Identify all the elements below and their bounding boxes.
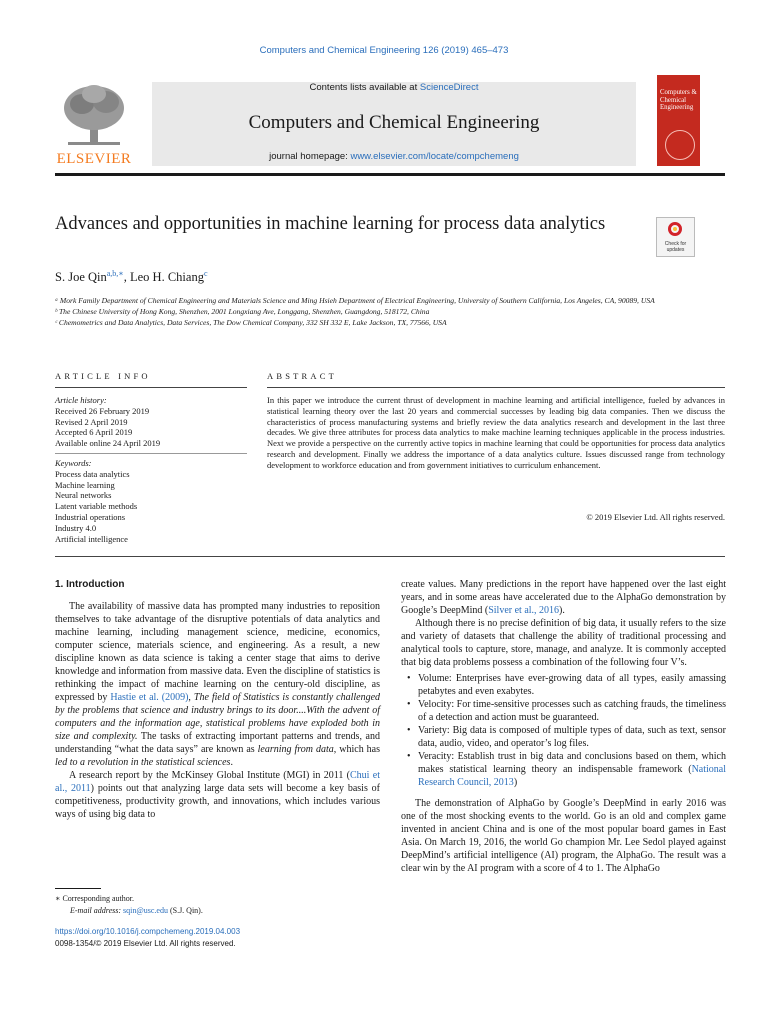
tree-icon — [54, 82, 134, 152]
bullet-icon: • — [407, 673, 411, 684]
cover-graphic — [665, 130, 695, 160]
email-label: E-mail address: — [70, 905, 124, 915]
keyword: Machine learning — [55, 479, 115, 490]
corresponding-mark: ∗ — [55, 894, 61, 903]
paragraph: The demonstration of AlphaGo by Google’s DeepMind in early 2016 was one of the most shocking events to the world. Go is an old and complex game invented in ancient China and is one of the most popular board games in East Asia. On March 19, 2016, the world Go champion Mr. Lee Sedol played against DeepMind’s artificial intelligence (AI) program, the AlphaGo. The result was a clear win by the AI program with a score of 4 to 1. The AlphaGo — [401, 798, 726, 874]
paragraph: create values. Many predictions in the report have happened over the last eight years, and in some areas have accelerated due to the AlphaGo demonstration by Google’s DeepMind (Silver et al., 2016). — [401, 579, 726, 616]
corresponding-label: Corresponding author. — [62, 894, 134, 903]
article-title: Advances and opportunities in machine learning for process data analytics — [55, 214, 606, 234]
body-left-column — [55, 578, 380, 821]
issn-copyright: 0098-1354/© 2019 Elsevier Ltd. All rights reserved. — [55, 938, 236, 948]
citation-link[interactable]: Silver et al., 2016 — [488, 605, 560, 616]
contents-line — [152, 82, 636, 93]
bullet-icon: • — [407, 751, 411, 762]
homepage-link[interactable]: www.elsevier.com/locate/compchemeng — [350, 151, 519, 162]
publisher-wordmark: ELSEVIER — [56, 151, 132, 167]
history-label: Article history: — [55, 395, 107, 405]
section-heading: 1. Introduction — [55, 579, 125, 590]
footnote-rule — [55, 888, 101, 889]
keyword: Latent variable methods — [55, 501, 138, 512]
journal-name: Computers and Chemical Engineering — [248, 112, 540, 133]
author-list — [55, 269, 208, 285]
keyword: Industrial operations — [55, 511, 126, 522]
email-link[interactable]: sqin@usc.edu — [123, 905, 168, 915]
elsevier-logo — [54, 82, 134, 168]
four-vs-list — [401, 672, 726, 789]
author-name[interactable]: Leo H. Chiang — [130, 270, 204, 285]
citation-link[interactable]: Hastie et al. (2009) — [110, 692, 189, 703]
header-rule — [55, 173, 725, 176]
history-item: Available online 24 April 2019 — [55, 438, 161, 449]
updates-label: Check for updates — [664, 241, 687, 253]
list-item: • Velocity: For time-sensitive processes such as catching frauds, the timeliness of a detection and action must be guaranteed. — [407, 699, 726, 723]
check-for-updates-badge[interactable] — [656, 217, 695, 257]
body-right-column — [401, 578, 726, 875]
affiliation: ᵇ The Chinese University of Hong Kong, Shenzhen, 2001 Longxiang Ave, Longgang, Shenzhen, Guangdong, 518172, China — [55, 307, 430, 316]
doi-block — [55, 926, 240, 949]
paragraph: Although there is no precise definition of big data, it usually refers to the size and variety of datasets that challenge the ability of traditional processing and analytical tools to capture, store, manage, and analyze. It is commonly accepted that big data problems possess a combination of the following four V’s. — [401, 618, 726, 668]
list-item: • Veracity: Establish trust in big data and conclusions based on them, which makes statistical learning theory an indispensable framework (National Research Council, 2013) — [407, 751, 726, 788]
abstract-rule — [267, 387, 725, 388]
keyword: Neural networks — [55, 490, 112, 501]
journal-cover[interactable] — [657, 75, 700, 166]
history-item: Accepted 6 April 2019 — [55, 427, 133, 438]
keywords-rule — [55, 453, 247, 454]
abstract-copyright: © 2019 Elsevier Ltd. All rights reserved. — [586, 512, 725, 522]
keyword: Artificial intelligence — [55, 533, 128, 544]
cover-title: Computers & Chemical Engineering — [660, 89, 697, 112]
paragraph: The availability of massive data has prompted many industries to reposition themselves to take advantage of the disruptive potentials of data analytics and machine learning, including management science, medicine, economics, computer science, materials science, and engineering. As a result, a new discipline known as data science is taking a center stage that aims to derive knowledge and information from massive data. Even the discipline of statistics is rethinking the impact of machine learning on the century-old discipline, as expressed by Hastie et al. (2009), The field of Statistics is constantly challenged by the problems that science and industry brings to its door....With the advent of computers and the information age, statistical problems have exploded both in size and complexity. The tasks of extracting important patterns and trends, and understanding “what the data says” are known as learning from data, which has led to a revolution in the statistical sciences. — [55, 601, 381, 768]
journal-reference[interactable]: Computers and Chemical Engineering 126 (2019) 465–473 — [259, 45, 509, 56]
keywords-label: Keywords: — [55, 457, 92, 468]
list-item: • Volume: Enterprises have ever-growing data of all types, easily amassing petabytes and even exabytes. — [407, 673, 726, 697]
author-affiliation-marks[interactable]: c — [203, 269, 208, 278]
paragraph: A research report by the McKinsey Global Institute (MGI) in 2011 (Chui et al., 2011) points out that analyzing large data sets will become a key basis of competitiveness, productivity growth, and innovations, which includes various ways of using big data to — [55, 770, 380, 820]
email-suffix: (S.J. Qin). — [167, 905, 203, 915]
author-separator: , — [123, 270, 130, 285]
bullet-icon: • — [407, 725, 411, 736]
affiliation: ᵃ Mork Family Department of Chemical Engineering and Materials Science and Ming Hsieh Department of Electrical Engineering, University of Southern California, Los Angeles, CA, 90089, USA — [55, 296, 655, 305]
citation-link[interactable]: Chui et al., 2011 — [55, 770, 380, 794]
article-info-heading: ARTICLE INFO — [55, 371, 151, 381]
affiliation: ᶜ Chemometrics and Data Analytics, Data Services, The Dow Chemical Company, 332 SH 332 E, Lake Jackson, TX, 77566, USA — [55, 318, 447, 327]
contents-prefix: Contents lists available at — [309, 82, 420, 93]
author-affiliation-marks[interactable]: a,b,∗ — [106, 269, 124, 278]
front-matter-rule — [55, 556, 725, 557]
abstract-heading: ABSTRACT — [267, 371, 337, 381]
crossmark-icon — [668, 222, 682, 236]
journal-homepage — [152, 151, 636, 162]
keyword: Industry 4.0 — [55, 522, 97, 533]
doi-link[interactable]: https://doi.org/10.1016/j.compchemeng.2019.04.003 — [55, 927, 241, 936]
keyword: Process data analytics — [55, 468, 130, 479]
citation-link[interactable]: National Research Council, 2013 — [418, 764, 726, 788]
affiliations — [55, 295, 655, 328]
article-info-rule — [55, 387, 247, 388]
corresponding-author-note — [55, 893, 203, 916]
article-info — [55, 395, 247, 544]
homepage-prefix: journal homepage: — [269, 151, 351, 162]
abstract-text: In this paper we introduce the current thrust of development in machine learning and artificial intelligence, fueled by advances in statistical learning theory over the last 20 years and commercial successes by leading big data companies. Then we discuss the characteristics of process manufacturing systems and briefly review the data analytics research and development in the last three decades. We give three attributes for process data analytics to make machine learning techniques applicable in the process industries. Next we provide a perspective on the currently active topics in machine learning that could be opportunities for process data analytics research and development. Finally we address the importance of a data analytics culture. Issues discussed range from technology development to workforce education and from government initiatives to curriculum enhancement. — [267, 395, 725, 470]
history-item: Received 26 February 2019 — [55, 405, 150, 416]
author-name[interactable]: S. Joe Qin — [55, 270, 107, 285]
sciencedirect-link[interactable]: ScienceDirect — [419, 82, 479, 93]
list-item: • Variety: Big data is composed of multiple types of data, such as text, sensor data, audio, video, and operator’s log files. — [407, 725, 726, 749]
bullet-icon: • — [407, 699, 411, 710]
history-item: Revised 2 April 2019 — [55, 416, 128, 427]
quotation: The field of Statistics is constantly challenged by the problems that science and industry brings to its door....With the advent of computers and the information age, statistical problems have exploded both in size and complexity. — [55, 692, 381, 742]
